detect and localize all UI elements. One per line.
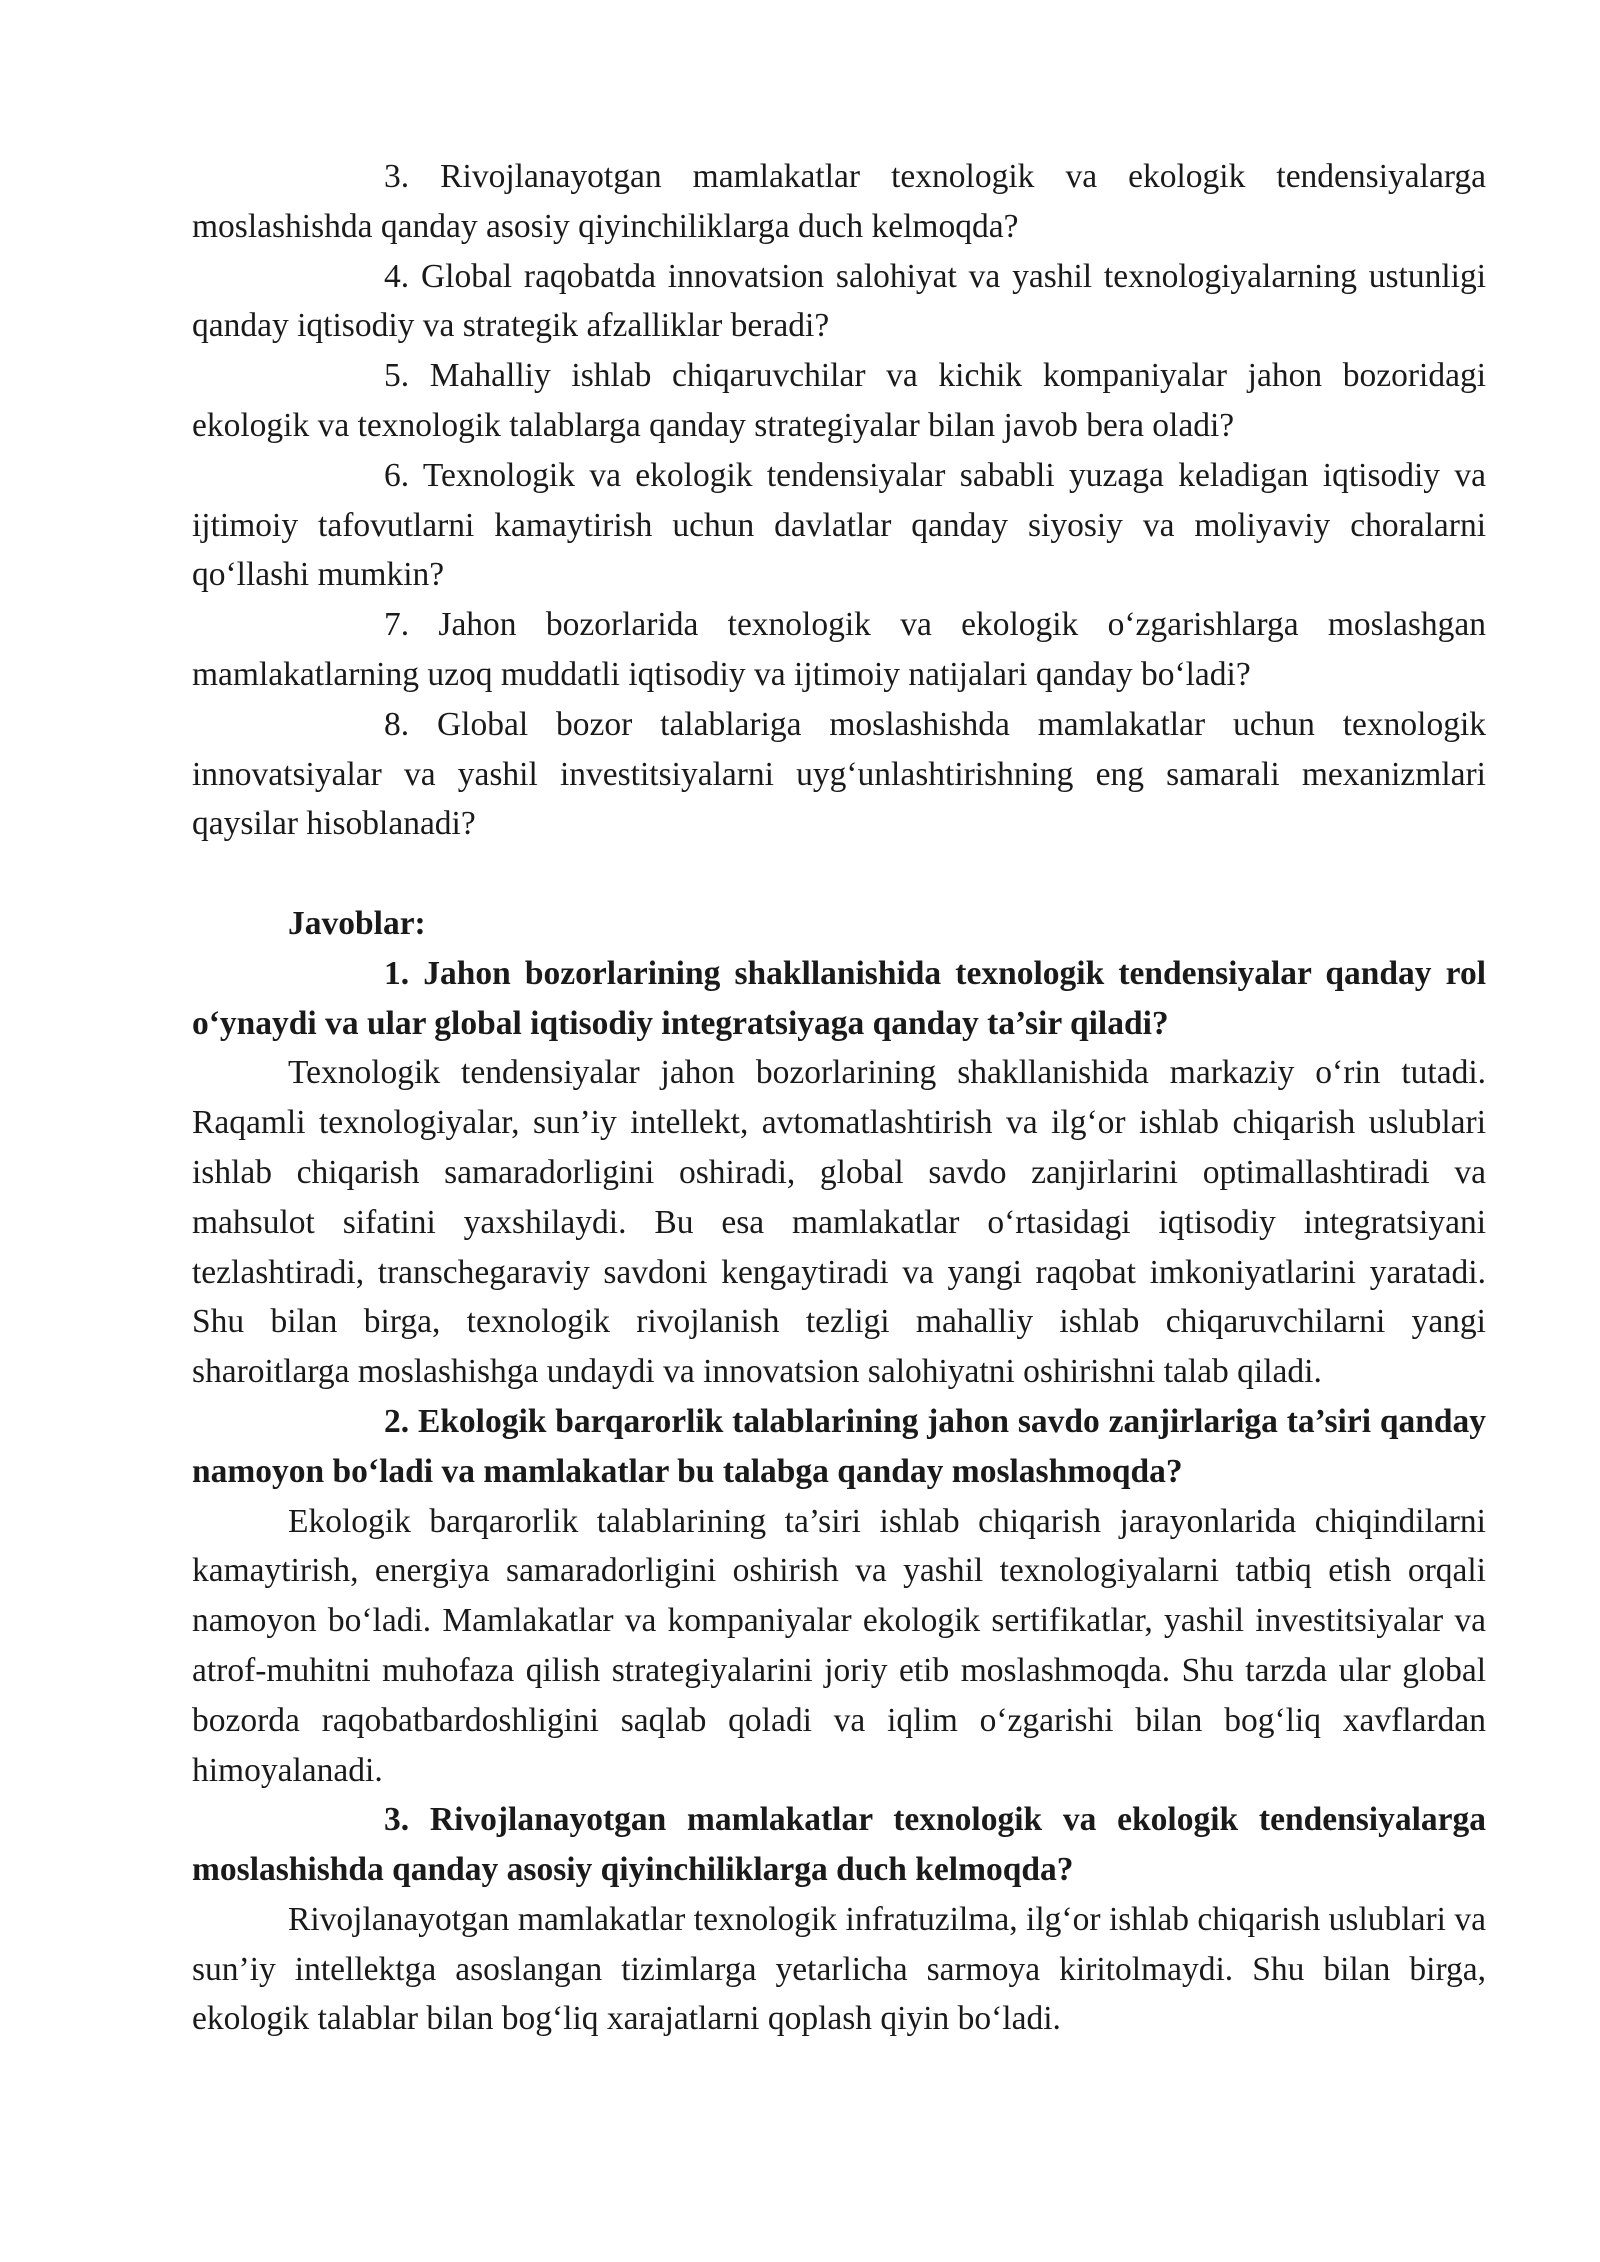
- question-text: Global raqobatda innovatsion salohiyat va yashil texnologiyalarning ustunligi qanday iqtisodiy va strategik afzalliklar beradi?: [192, 257, 1487, 345]
- page-content: [192, 152, 1486, 2044]
- question-text: Texnologik va ekologik tendensiyalar sababli yuzaga keladigan iqtisodiy va ijtimoiy tafovutlarni kamaytirish uchun davlatlar qanday siyosiy va moliyaviy choralarni qo‘llashi mumkin?: [192, 456, 1487, 594]
- answer-question-text: Jahon bozorlarining shakllanishida texnologik tendensiyalar qanday rol o‘ynaydi va ular global iqtisodiy integratsiyaga qanday ta’sir qiladi?: [192, 954, 1487, 1042]
- section-spacer: [192, 849, 1486, 899]
- question-text: Global bozor talablariga moslashishda mamlakatlar uchun texnologik innovatsiyalar va yashil investitsiyalarni uyg‘unlashtirishning eng samarali mexanizmlari qaysilar hisoblanadi?: [192, 705, 1486, 843]
- question-number: 5.: [384, 357, 410, 395]
- answer-number: 3.: [384, 1801, 410, 1839]
- question-4: [192, 252, 1486, 352]
- answer-question-text: Ekologik barqarorlik talablarining jahon savdo zanjirlariga ta’siri qanday namoyon bo‘ladi va mamlakatlar bu talabga qanday moslashmoqda?: [192, 1402, 1486, 1490]
- answer-1-text: Texnologik tendensiyalar jahon bozorlarining shakllanishida markaziy o‘rin tutadi. Raqamli texnologiyalar, sun’iy intellekt, avtomatlashtirish va ilg‘or ishlab chiqarish uslublari ishlab chiqarish samaradorligini oshiradi, global savdo zanjirlarini optimallashtiradi va mahsulot sifatini yaxshilaydi. Bu esa mamlakatlar o‘rtasidagi iqtisodiy integratsiyani tezlashtiradi, transchegaraviy savdoni kengaytiradi va yangi raqobat imkoniyatlarini yaratadi. Shu bilan birga, texnologik rivojlanish tezligi mahalliy ishlab chiqaruvchilarni yangi sharoitlarga moslashishga undaydi va innovatsion salohiyatni oshirishni talab qiladi.: [192, 1054, 1486, 1391]
- question-3: [192, 152, 1486, 252]
- question-text: Rivojlanayotgan mamlakatlar texnologik va ekologik tendensiyalarga moslashishda qanday asosiy qiyinchiliklarga duch kelmoqda?: [192, 158, 1486, 245]
- question-number: 8.: [384, 705, 410, 743]
- answer-number: 1.: [384, 954, 410, 992]
- answer-2-question: [192, 1397, 1486, 1497]
- question-6: [192, 451, 1486, 600]
- question-number: 4.: [384, 257, 410, 295]
- question-7: [192, 600, 1486, 700]
- question-text: Mahalliy ishlab chiqaruvchilar va kichik kompaniyalar jahon bozoridagi ekologik va texnologik talablarga qanday strategiyalar bilan javob bera oladi?: [192, 357, 1486, 444]
- question-number: 7.: [384, 606, 410, 644]
- answer-number: 2.: [384, 1402, 410, 1440]
- question-5: [192, 351, 1486, 451]
- answer-question-text: Rivojlanayotgan mamlakatlar texnologik va ekologik tendensiyalarga moslashishda qanday asosiy qiyinchiliklarga duch kelmoqda?: [192, 1801, 1486, 1889]
- question-number: 3.: [384, 158, 410, 195]
- answer-2-text: Ekologik barqarorlik talablarining ta’siri ishlab chiqarish jarayonlarida chiqindilarni kamaytirish, energiya samaradorligini oshirish va yashil texnologiyalarni tatbiq etish orqali namoyon bo‘ladi. Mamlakatlar va kompaniyalar ekologik sertifikatlar, yashil investitsiyalar va atrof-muhitni muhofaza qilish strategiyalarini joriy etib moslashmoqda. Shu tarzda ular global bozorda raqobatbardoshligini saqlab qoladi va iqlim o‘zgarishi bilan bog‘liq xavflardan himoyalanadi.: [192, 1502, 1486, 1789]
- question-8: [192, 700, 1486, 849]
- answers-heading: Javoblar:: [288, 904, 426, 942]
- question-text: Jahon bozorlarida texnologik va ekologik o‘zgarishlarga moslashgan mamlakatlarning uzoq muddatli iqtisodiy va ijtimoiy natijalari qanday bo‘ladi?: [192, 606, 1487, 693]
- answer-3-text: Rivojlanayotgan mamlakatlar texnologik infratuzilma, ilg‘or ishlab chiqarish uslublari va sun’iy intellektga asoslangan tizimlarga yetarlicha sarmoya kiritolmaydi. Shu bilan birga, ekologik talablar bilan bog‘liq xarajatlarni qoplash qiyin bo‘ladi.: [192, 1900, 1486, 2038]
- question-number: 6.: [384, 456, 410, 494]
- answer-1-question: [192, 949, 1486, 1049]
- answer-3-question: [192, 1795, 1486, 1895]
